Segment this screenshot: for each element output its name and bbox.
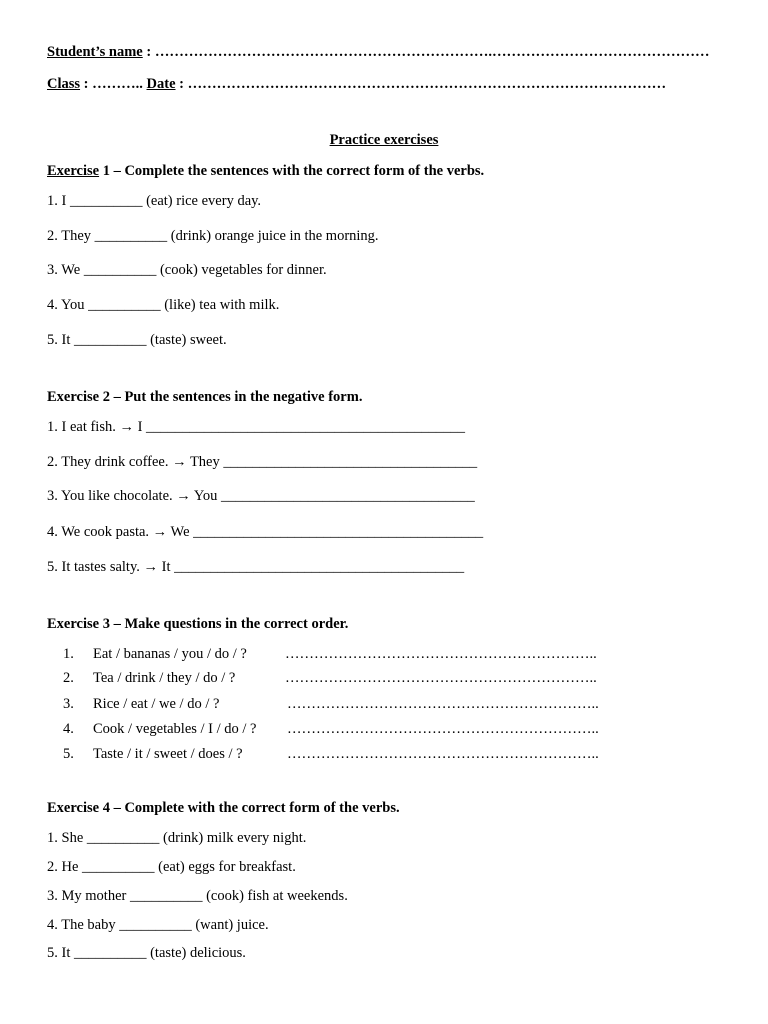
exercise3-item-text: Rice / eat / we / do / ? (93, 696, 220, 712)
exercise4-item[interactable]: 1. She __________ (drink) milk every night. (47, 830, 307, 846)
exercise3-answer-blank[interactable]: ……………………………………………………….. (287, 746, 599, 762)
exercise1-item[interactable]: 5. It __________ (taste) sweet. (47, 332, 227, 348)
class-blank[interactable]: : ……….. (80, 76, 147, 92)
exercise3-answer-blank[interactable]: ……………………………………………………….. (285, 646, 597, 662)
exercise4-item[interactable]: 3. My mother __________ (cook) fish at weekends. (47, 888, 348, 904)
exercise4-item[interactable]: 2. He __________ (eat) eggs for breakfast. (47, 859, 296, 875)
date-label: Date (146, 76, 176, 92)
student-name-separator: : (142, 44, 155, 60)
student-name-blank[interactable]: …………………………………………………………….……………………………………… (154, 44, 710, 60)
exercise3-item-number: 4. (63, 721, 74, 737)
exercise2-item[interactable]: 1. I eat fish. → I ____________________________________________ (47, 419, 466, 435)
exercise4-heading: Exercise 4 – Complete with the correct form of the verbs. (47, 800, 400, 816)
date-blank[interactable]: ……………………………………………………………………………………… (187, 76, 667, 92)
exercise4-item[interactable]: 4. The baby __________ (want) juice. (47, 917, 269, 933)
exercise4-item[interactable]: 5. It __________ (taste) delicious. (47, 945, 246, 961)
exercise3-item-number: 3. (63, 696, 74, 712)
exercise2-item[interactable]: 2. They drink coffee. → They ___________________________________ (47, 454, 478, 470)
date-separator: : (175, 76, 188, 92)
exercise2-heading: Exercise 2 – Put the sentences in the negative form. (47, 389, 363, 405)
exercise3-item-number: 2. (63, 670, 74, 686)
exercise1-item[interactable]: 1. I __________ (eat) rice every day. (47, 193, 262, 209)
exercise3-item-number: 1. (63, 646, 74, 662)
exercise3-answer-blank[interactable]: ……………………………………………………….. (287, 696, 599, 712)
exercise3-item-text: Cook / vegetables / I / do / ? (93, 721, 257, 737)
exercise3-item-text: Taste / it / sweet / does / ? (93, 746, 243, 762)
student-name-line (47, 45, 709, 60)
student-name-label: Student’s name (47, 44, 143, 60)
exercise1-heading (47, 164, 484, 179)
exercise3-item-number: 5. (63, 746, 74, 762)
exercise2-item[interactable]: 5. It tastes salty. → It ________________________________________ (47, 559, 465, 575)
exercise1-item[interactable]: 3. We __________ (cook) vegetables for dinner. (47, 262, 327, 278)
exercise1-instruction: 1 – Complete the sentences with the correct form of the verbs. (99, 163, 485, 179)
exercise3-answer-blank[interactable]: ……………………………………………………….. (287, 721, 599, 737)
exercise3-answer-blank[interactable]: ……………………………………………………….. (285, 670, 597, 686)
exercise3-item-text: Eat / bananas / you / do / ? (93, 646, 247, 662)
exercise3-heading: Exercise 3 – Make questions in the correct order. (47, 616, 349, 632)
exercise1-label: Exercise (47, 163, 100, 179)
exercise2-item[interactable]: 4. We cook pasta. → We ________________________________________ (47, 524, 484, 540)
class-label: Class (47, 76, 81, 92)
exercise1-item[interactable]: 2. They __________ (drink) orange juice in the morning. (47, 228, 379, 244)
page-title: Practice exercises (329, 132, 439, 148)
class-date-line (47, 77, 666, 92)
exercise1-item[interactable]: 4. You __________ (like) tea with milk. (47, 297, 280, 313)
exercise3-item-text: Tea / drink / they / do / ? (93, 670, 236, 686)
exercise2-item[interactable]: 3. You like chocolate. → You ___________________________________ (47, 488, 475, 504)
